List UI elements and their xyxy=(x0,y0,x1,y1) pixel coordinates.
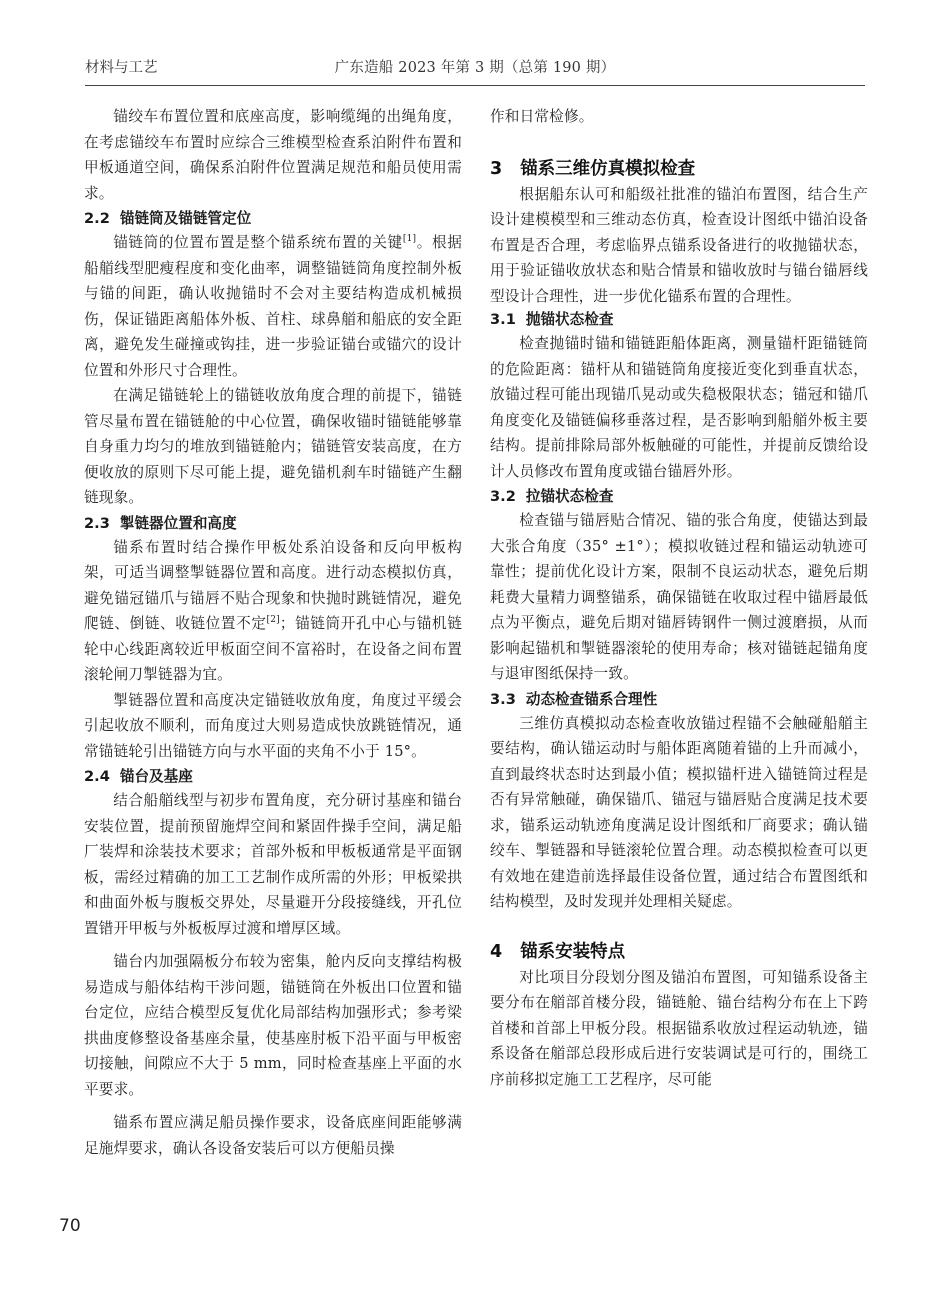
section-heading-3: 3 锚系三维仿真模拟检查 xyxy=(490,158,696,179)
paragraph: 根据船东认可和船级社批准的锚泊布置图，结合生产设计建模模型和三维动态仿真，检查设计图纸中锚泊设备布置是否合理，考虑临界点锚系设备进行的收抛锚状态，用于验证锚收放状态和贴合情景和锚收放时与锚台锚唇线型设计合理性，进一步优化锚系布置的合理性。 xyxy=(490,185,868,305)
section-heading-4: 4 锚系安装特点 xyxy=(490,941,626,962)
section-label: 材料与工艺 xyxy=(85,60,158,76)
paragraph: 锚绞车布置位置和底座高度，影响缆绳的出绳角度，在考虑锚绞车布置时应综合三维模型检查系泊附件布置和甲板通道空间，确保系泊附件位置满足规范和船员使用需求。 xyxy=(84,108,462,202)
citation: [1] xyxy=(402,234,417,245)
paragraph: 掣链器位置和高度决定锚链收放角度，角度过平缓会引起收放不顺利，而角度过大则易造成快放跳链情况，通常锚链轮引出锚链方向与水平面的夹角不小于 15°。 xyxy=(84,691,462,760)
section-heading-2-3: 2.3 掣链器位置和高度 xyxy=(84,514,237,532)
paragraph: 锚系布置应满足船员操作要求，设备底座间距能够满足施焊要求，确认各设备安装后可以方便船员操 xyxy=(84,1114,462,1157)
page-number: 70 xyxy=(59,1216,81,1236)
section-heading-3-1: 3.1 抛锚状态检查 xyxy=(490,311,614,328)
paragraph: 检查锚与锚唇贴合情况、锚的张合角度，使锚达到最大张合角度（35° ±1°）；模拟收链过程和锚运动轨迹可靠性；提前优化设计方案，限制不良运动状态，避免后期耗费大量精力调整锚系，确保锚链在收取过程中锚唇最低点为平衡点，避免后期对锚唇铸钢件一侧过渡磨损，从而影响起锚机和掣链器滚轮的使用寿命；核对锚链起锚角度与退审图纸保持一致。 xyxy=(490,512,868,682)
paragraph: 三维仿真模拟动态检查收放锚过程锚不会触碰船艏主要结构，确认锚运动时与船体距离随着锚的上升而减小，直到最终状态时达到最小值；模拟锚杆进入锚链筒过程是否有异常触碰，确保锚爪、锚冠与锚唇贴合度满足技术要求，锚系运动轨迹角度满足设计图纸和厂商要求；确认锚绞车、掣链器和导链滚轮位置合理。动态模拟检查可以更有效地在建造前选择最佳设备位置，通过结合布置图纸和结构模型，及时发现并处理相关疑虑。 xyxy=(490,714,868,910)
right-column xyxy=(490,104,868,1092)
section-heading-3-2: 3.2 拉锚状态检查 xyxy=(490,488,614,505)
paragraph: 锚链筒的位置布置是整个锚系统布置的关键[1]。根据船艏线型肥瘦程度和变化曲率，调整锚链筒角度控制外板与锚的间距，确认收抛锚时不会对主要结构造成机械损伤，保证锚距离船体外板、首柱、球鼻艏和船底的安全距离，避免发生碰撞或钩挂，进一步验证锚台或锚穴的设计位置和外形尺寸合理性。 xyxy=(84,234,462,379)
paragraph: 作和日常检修。 xyxy=(490,108,594,125)
section-heading-3-3: 3.3 动态检查锚系合理性 xyxy=(490,690,658,708)
paragraph: 锚系布置时结合操作甲板处系泊设备和反向甲板构架，可适当调整掣链器位置和高度。进行动态模拟仿真，避免锚冠锚爪与锚唇不贴合现象和快抛时跳链情况，避免爬链、倒链、收链位置不定[2]；锚链筒开孔中心与锚机链轮中心线距离较近甲板面空间不富裕时，在设备之间布置滚轮闸刀掣链器为宜。 xyxy=(84,538,462,683)
running-header xyxy=(85,56,865,80)
paragraph: 结合船艏线型与初步布置角度，充分研讨基座和锚台安装位置，提前预留施焊空间和紧固件操手空间，满足船厂装焊和涂装技术要求；首部外板和甲板板通常是平面钢板，需经过精确的加工工艺制作成所需的外形；甲板梁拱和曲面外板与腹板交界处，尽量避开分段接缝线，开孔位置错开甲板与外板板厚过渡和增厚区域。 xyxy=(84,792,462,937)
section-heading-2-4: 2.4 锚台及基座 xyxy=(84,768,193,785)
section-heading-2-2: 2.2 锚链筒及锚链管定位 xyxy=(84,210,252,227)
paragraph: 在满足锚链轮上的锚链收放角度合理的前提下，锚链管尽量布置在锚链舱的中心位置，确保收锚时锚链能够靠自身重力均匀的堆放到锚链舱内；锚链管安装高度，在方便收放的原则下尽可能上提，避免锚机刹车时锚链产生翻链现象。 xyxy=(84,387,462,506)
paragraph: 对比项目分段划分图及锚泊布置图，可知锚系设备主要分布在艏部首楼分段，锚链舱、锚台结构分布在上下跨首楼和首部上甲板分段。根据锚系收放过程运动轨迹，锚系设备在艏部总段形成后进行安装调试是可行的，围绕工序前移拟定施工工艺程序，尽可能 xyxy=(490,968,868,1088)
journal-title: 广东造船 2023 年第 3 期（总第 190 期） xyxy=(334,60,616,76)
header-rule xyxy=(85,85,865,86)
paragraph: 锚台内加强隔板分布较为密集，舱内反向支撑结构极易造成与船体结构干涉问题，锚链筒在外板出口位置和锚台定位，应结合模型反复优化局部结构加强形式；参考梁拱曲度修整设备基座余量，使基座肘板下沿平面与甲板密切接触，间隙应不大于 5 mm，同时检查基座上平面的水平要求。 xyxy=(84,953,462,1098)
left-column xyxy=(84,104,462,1161)
citation: [2] xyxy=(266,615,280,626)
paragraph: 检查抛锚时锚和锚链距船体距离，测量锚杆距锚链筒的危险距离：锚杆从和锚链筒角度接近变化到垂直状态，放锚过程可能出现锚爪晃动或失稳极限状态；锚冠和锚爪角度变化及锚链偏移垂落过程，是否影响到船艏外板主要结构。提前排除局部外板触碰的可能性，并提前反馈给设计人员修改布置角度或锚台锚唇外形。 xyxy=(490,335,868,480)
